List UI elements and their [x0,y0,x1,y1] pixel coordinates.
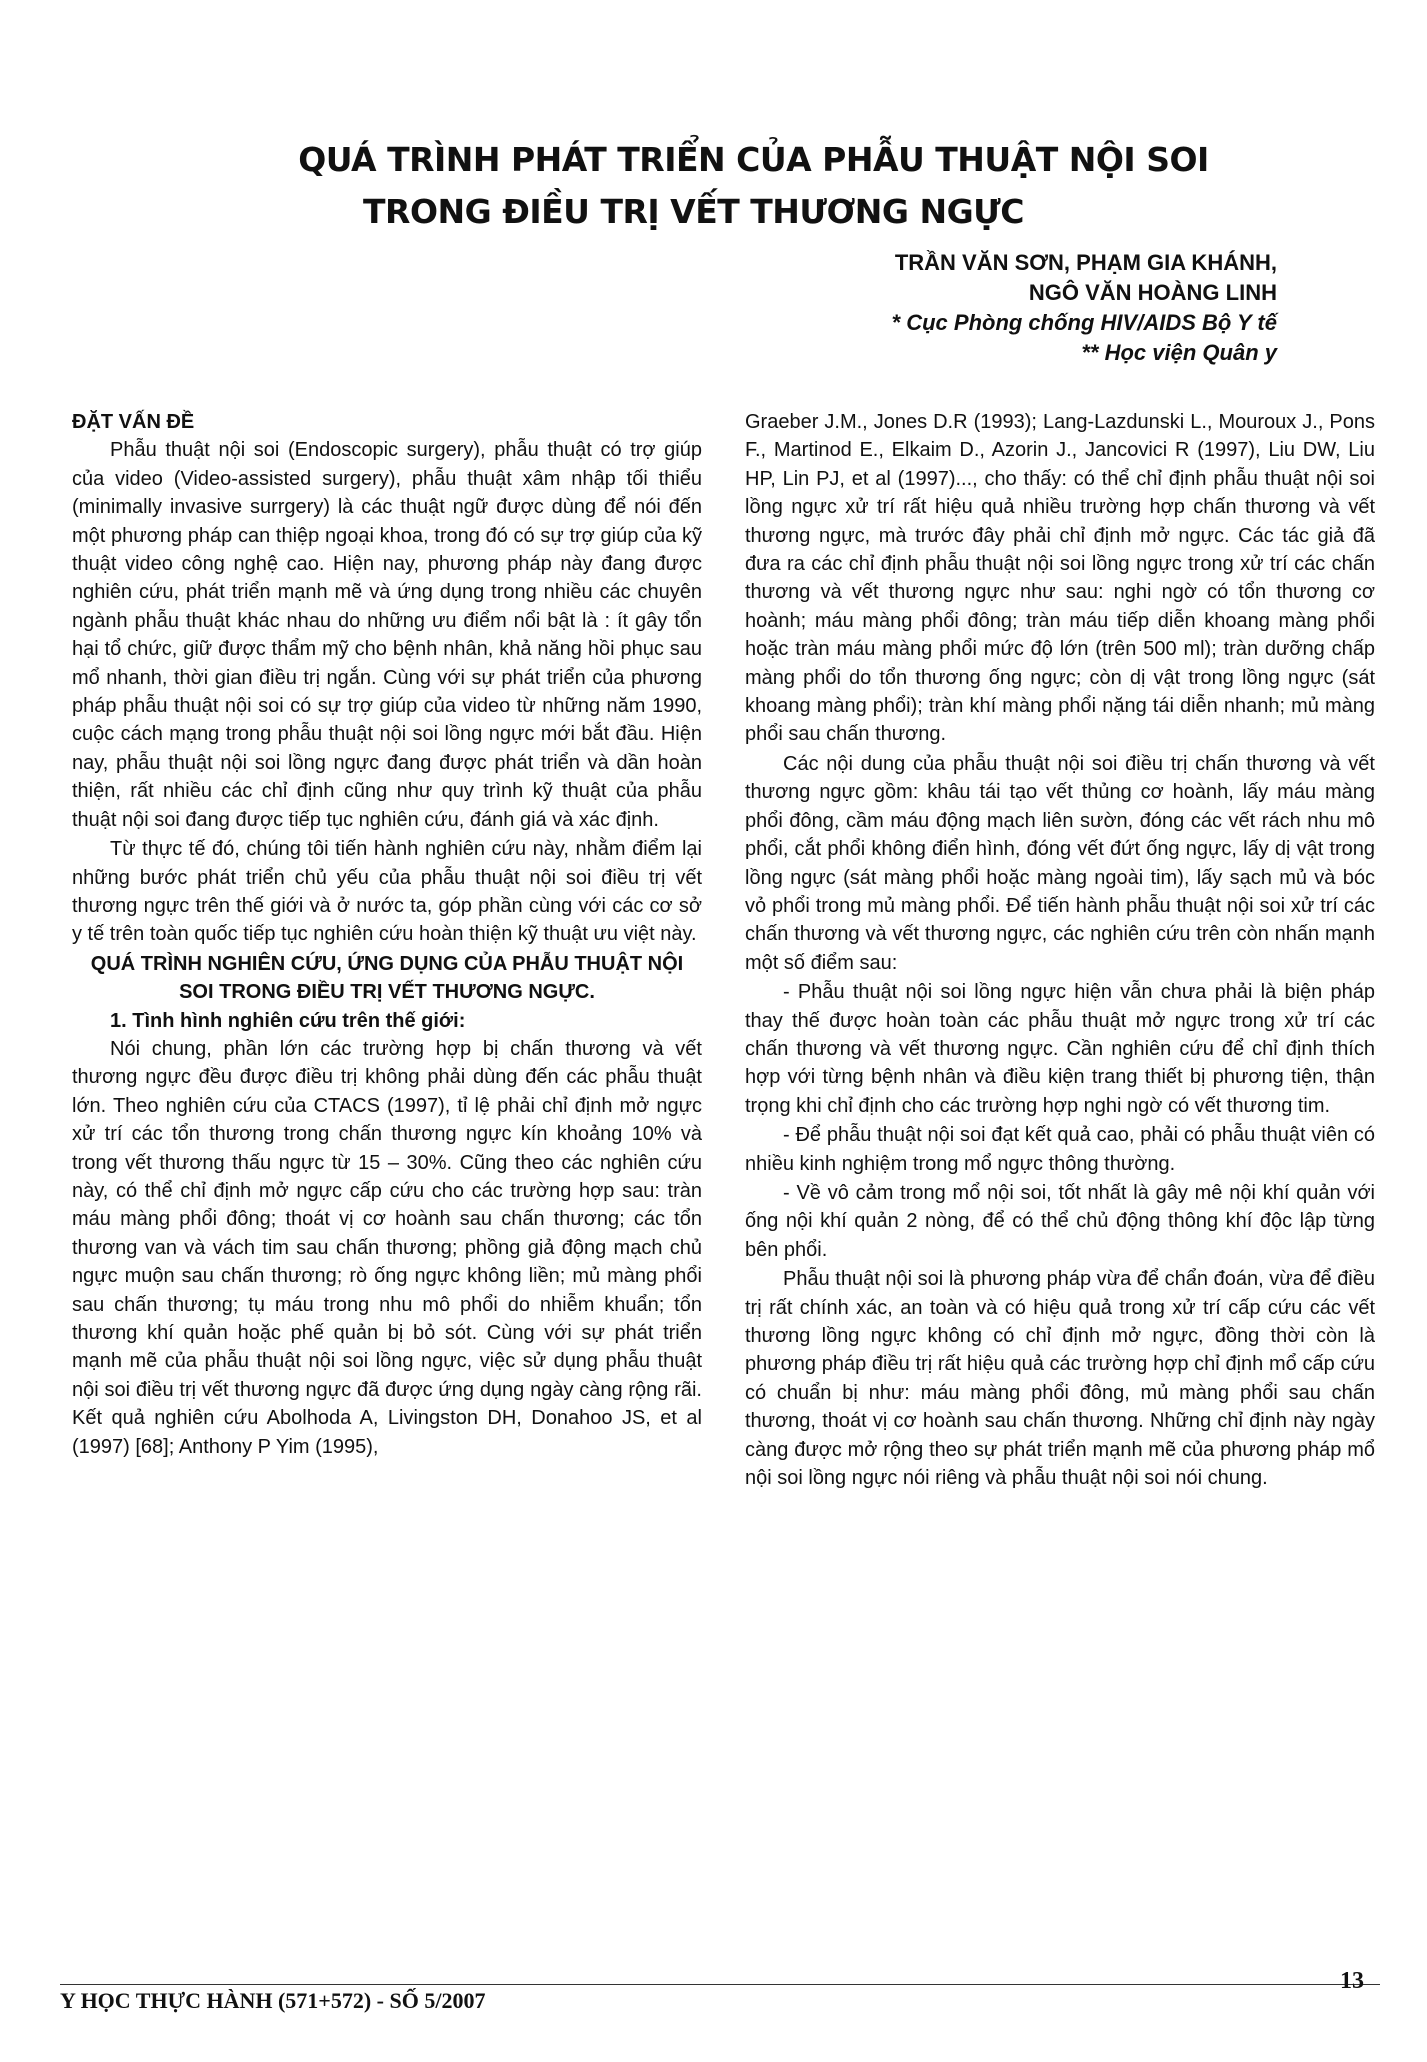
author-names-line-1: TRẦN VĂN SƠN, PHẠM GIA KHÁNH, [894,250,1277,275]
paragraph-right-3: - Phẫu thuật nội soi lồng ngực hiện vẫn chưa phải là biện pháp thay thế được hoàn toàn các phẫu thuật mở ngực trong xử trí các chấn thương và vết thương ngực. Cần nghiên cứu để chỉ định thích hợp với từng bệnh nhân và điều kiện trang thiết bị phương tiện, thận trọng khi chỉ định cho các trường hợp nghi ngờ có vết thương tim. [745,981,1375,1117]
paragraph-right-2: Các nội dung của phẫu thuật nội soi điều trị chấn thương và vết thương ngực gồm: khâu tái tạo vết thủng cơ hoành, lấy máu màng phổi đông, cầm máu động mạch liên sườn, đóng các vết rách nhu mô phổi, cắt phổi không điển hình, đóng vết đứt ống ngực, lấy dị vật trong lồng ngực (sát màng phổi hoặc màng ngoài tim), lấy sạch mủ và bóc vỏ phổi trong mủ màng phổi. Để tiến hành phẫu thuật nội soi xử trí các chấn thương và vết thương ngực, các nghiên cứu trên còn nhấn mạnh một số điểm sau: [745,752,1375,974]
page-title-line-1: QUÁ TRÌNH PHÁT TRIỂN CỦA PHẪU THUẬT NỘI SOI [298,140,1209,179]
footer-divider [60,1984,1380,1985]
right-column [745,408,1375,1493]
page-title-line-2: TRONG ĐIỀU TRỊ VẾT THƯƠNG NGỰC [363,192,1024,231]
paragraph-world-research: Nói chung, phần lớn các trường hợp bị chấn thương và vết thương ngực đều được điều trị không phải dùng đến các phẫu thuật lớn. Theo nghiên cứu của CTACS (1997), tỉ lệ phải chỉ định mở ngực xử trí các tổn thương trong chấn thương ngực kín khoảng 10% và trong vết thương thấu ngực từ 15 – 30%. Cũng theo các nghiên cứu này, có thể chỉ định mở ngực cấp cứu cho các trường hợp sau: tràn máu màng phổi đông; thoát vị cơ hoành sau chấn thương; các tổn thương van và vách tim sau chấn thương; phồng giả động mạch chủ ngực muộn sau chấn thương; rò ống ngực không liền; mủ màng phổi sau chấn thương; tụ máu trong nhu mô phổi do nhiễm khuẩn; tổn thương khí quản hoặc phế quản bị bỏ sót. Cùng với sự phát triển mạnh mẽ của phẫu thuật nội soi lồng ngực, việc sử dụng phẫu thuật nội soi điều trị vết thương ngực đã được ứng dụng ngày càng rộng rãi. Kết quả nghiên cứu Abolhoda A, Livingston DH, Donahoo JS, et al (1997) [68]; Anthony P Yim (1995), [72,1037,702,1458]
paragraph-right-6: Phẫu thuật nội soi là phương pháp vừa để chẩn đoán, vừa để điều trị rất chính xác, an toàn và có hiệu quả trong xử trí cấp cứu các vết thương lồng ngực không có chỉ định mở ngực, đồng thời còn là phương pháp điều trị rất hiệu quả các trường hợp chỉ định mổ cấp cứu có chuẩn bị như: máu màng phổi đông, mủ màng phổi sau chấn thương, thoát vị cơ hoành sau chấn thương. Những chỉ định này ngày càng được mở rộng theo sự phát triển mạnh mẽ của phương pháp mổ nội soi lồng ngực nói riêng và phẫu thuật nội soi nói chung. [745,1268,1375,1490]
left-column [72,408,702,1462]
paragraph-intro-2: Từ thực tế đó, chúng tôi tiến hành nghiên cứu này, nhằm điểm lại những bước phát triển chủ yếu của phẫu thuật nội soi điều trị vết thương ngực trên thế giới và ở nước ta, góp phần cùng với các cơ sở y tế trên toàn quốc tiếp tục nghiên cứu hoàn thiện kỹ thuật ưu việt này. [72,838,702,946]
paragraph-right-1: Graeber J.M., Jones D.R (1993); Lang-Lazdunski L., Mouroux J., Pons F., Martinod E., Elkaim D., Azorin J., Jancovici R (1997), Liu DW, Liu HP, Lin PJ, et al (1997)..., cho thấy: có thể chỉ định phẫu thuật nội soi lồng ngực xử trí rất hiệu quả nhiều trường hợp chấn thương và vết thương ngực, mà trước đây phải chỉ định mở ngực. Các tác giả đã đưa ra các chỉ định phẫu thuật nội soi lồng ngực trong xử trí các chấn thương và vết thương ngực như sau: nghi ngờ có tổn thương cơ hoành; máu màng phổi đông; tràn máu tiếp diễn khoang màng phổi hoặc tràn máu màng phổi mức độ lớn (trên 500 ml); tràn dưỡng chấp màng phổi do tổn thương ống ngực; còn dị vật trong lồng ngực (sát khoang màng phổi); tràn khí màng phổi nặng tái diễn nhanh; mủ màng phổi sau chấn thương. [745,411,1375,746]
affiliation-2: ** Học viện Quân y [1081,340,1277,365]
heading-introduction: ĐẶT VẤN ĐỀ [72,411,195,433]
affiliation-1: * Cục Phòng chống HIV/AIDS Bộ Y tế [891,310,1277,335]
page-number: 13 [1340,1968,1364,1994]
heading-research-process: QUÁ TRÌNH NGHIÊN CỨU, ỨNG DỤNG CỦA PHẪU THUẬT NỘI SOI TRONG ĐIỀU TRỊ VẾT THƯƠNG NGỰC. [90,952,684,1004]
author-block [892,248,1277,368]
paragraph-right-4: - Để phẫu thuật nội soi đạt kết quả cao, phải có phẫu thuật viên có nhiều kinh nghiệm trong mổ ngực thông thường. [745,1124,1375,1175]
paragraph-right-5: - Về vô cảm trong mổ nội soi, tốt nhất là gây mê nội khí quản với ống nội khí quản 2 nòng, để có thể chủ động thông khí độc lập từng bên phổi. [745,1181,1375,1261]
author-names-line-2: NGÔ VĂN HOÀNG LINH [1028,280,1277,305]
heading-world-research: 1. Tình hình nghiên cứu trên thế giới: [110,1009,466,1032]
journal-footer: Y HỌC THỰC HÀNH (571+572) - SỐ 5/2007 [60,1988,486,2013]
paragraph-intro-1: Phẫu thuật nội soi (Endoscopic surgery), phẫu thuật có trợ giúp của video (Video-assisted surgery), phẫu thuật xâm nhập tối thiểu (minimally invasive surrgery) là các thuật ngữ được dùng để nói đến một phương pháp can thiệp ngoại khoa, trong đó có sự trợ giúp của kỹ thuật video công nghệ cao. Hiện nay, phương pháp này đang được nghiên cứu, phát triển mạnh mẽ và ứng dụng trong nhiều các chuyên ngành phẫu thuật khác nhau do những ưu điểm nổi bật là : ít gây tổn hại tổ chức, giữ được thẩm mỹ cho bệnh nhân, khả năng hồi phục sau mổ nhanh, thời gian điều trị ngắn. Cùng với sự phát triển của phương pháp phẫu thuật nội soi có sự trợ giúp của video từ những năm 1990, cuộc cách mạng trong phẫu thuật nội soi lồng ngực mới bắt đầu. Hiện nay, phẫu thuật nội soi lồng ngực đang được phát triển và dần hoàn thiện, rất nhiều các chỉ định cũng như quy trình kỹ thuật của phẫu thuật nội soi đang được tiếp tục nghiên cứu, đánh giá và xác định. [72,439,702,831]
